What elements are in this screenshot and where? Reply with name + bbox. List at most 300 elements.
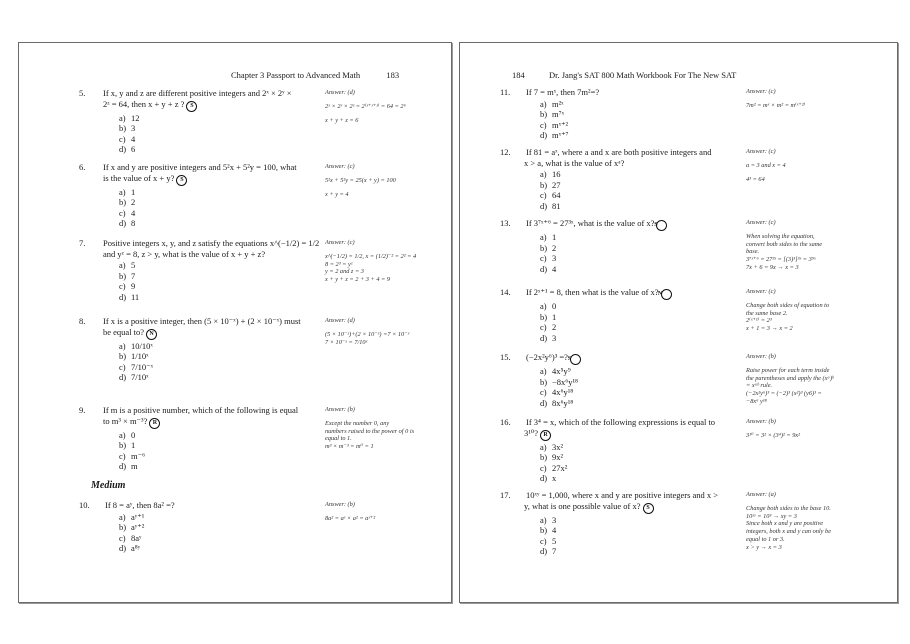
explanation-line: 7m² = mˣ × m² = m⁽ˣ⁺²⁾ bbox=[746, 101, 806, 109]
answer-options bbox=[119, 430, 323, 472]
option-text: 9 bbox=[131, 281, 136, 292]
cursor-icon: S bbox=[176, 175, 187, 186]
option-label: d) bbox=[119, 144, 127, 155]
explanation-line: the same base 2. bbox=[746, 309, 788, 317]
question-stem-line bbox=[79, 500, 323, 511]
option-text: mˣ⁺² bbox=[552, 119, 569, 130]
option-text: 4x⁶y¹⁸ bbox=[552, 387, 574, 398]
question-17 bbox=[500, 490, 744, 557]
question-number: 17. bbox=[500, 490, 511, 500]
explanation-line: 8a² = aʸ × a² = aʸ⁺² bbox=[325, 514, 376, 522]
answer-explanation bbox=[746, 491, 861, 552]
answer-options bbox=[540, 366, 744, 408]
option-label: c) bbox=[119, 133, 126, 144]
explanation-line: (−2x²y⁶)³ = (−2)³ (x²)³ (y6)³ = bbox=[746, 390, 822, 398]
option-text: 3 bbox=[552, 332, 557, 343]
option-label: d) bbox=[540, 546, 548, 557]
answer-label: Answer: (b) bbox=[325, 501, 355, 508]
question-text: Positive integers x, y, and z satisfy the equations x^(−1/2) = 1/2 bbox=[103, 238, 320, 248]
explanation-line: 7 × 10⁻ˣ = 7/10ˣ bbox=[325, 338, 368, 346]
option-text: 0 bbox=[552, 301, 557, 311]
explanation-line: x + y + z = 6 bbox=[325, 116, 359, 124]
question-text: y, what is one possible value of x? bbox=[524, 500, 641, 511]
question-stem-line bbox=[500, 417, 744, 428]
option-a[interactable] bbox=[540, 169, 744, 180]
explanation-line: When solving the equation, bbox=[746, 232, 815, 240]
option-label: b) bbox=[540, 376, 548, 387]
answer-options bbox=[119, 187, 323, 229]
option-d[interactable] bbox=[540, 201, 744, 212]
option-text: 11 bbox=[131, 291, 140, 302]
question-text: 2ᶻ = 64, then x + y + z ? bbox=[103, 98, 185, 109]
explanation-line: 5²x + 5²y = 25(x + y) = 100 bbox=[325, 176, 396, 184]
question-14 bbox=[500, 287, 744, 343]
option-label: c) bbox=[540, 253, 547, 264]
option-c[interactable] bbox=[540, 387, 744, 398]
explanation-line: x > y → x = 3 bbox=[746, 543, 782, 551]
answer-explanation bbox=[746, 148, 861, 183]
answer-label: Answer: (c) bbox=[325, 163, 355, 170]
option-label: b) bbox=[540, 109, 548, 120]
answer-label: Answer: (c) bbox=[746, 219, 776, 226]
option-text: 27x² bbox=[552, 462, 568, 473]
book-title: Dr. Jang's SAT 800 Math Workbook For The New SAT bbox=[549, 70, 737, 80]
option-text: 2 bbox=[552, 242, 557, 253]
explanation-line: 3⁷ˣ⁺⁶ = 27³ˣ = [(3)³]³ˣ = 3⁹ˣ bbox=[746, 256, 816, 264]
cursor-icon: S bbox=[186, 101, 197, 112]
option-d[interactable] bbox=[119, 461, 323, 472]
question-text: If m is a positive number, which of the following is equal bbox=[103, 405, 299, 415]
option-a[interactable] bbox=[119, 430, 323, 441]
answer-label: Answer: (c) bbox=[746, 288, 776, 295]
question-text: to m³ × m⁻³? bbox=[103, 415, 148, 426]
option-label: c) bbox=[540, 322, 547, 333]
explanation-line: 7x + 6 = 9x → x = 3 bbox=[746, 263, 799, 271]
option-c[interactable] bbox=[119, 281, 323, 292]
question-5 bbox=[79, 88, 323, 155]
answer-label: Answer: (c) bbox=[746, 148, 776, 155]
option-label: a) bbox=[119, 511, 126, 522]
option-a[interactable] bbox=[540, 232, 744, 243]
question-text: If x and y are positive integers and 5²x + 5²y = 100, what bbox=[103, 162, 297, 172]
option-label: b) bbox=[540, 242, 548, 253]
option-label: a) bbox=[119, 260, 126, 270]
option-b[interactable] bbox=[119, 123, 323, 134]
option-a[interactable] bbox=[540, 442, 744, 453]
question-stem-line bbox=[91, 249, 323, 260]
question-stem-line bbox=[91, 416, 323, 429]
explanation-line: a = 3 and x = 4 bbox=[746, 161, 786, 169]
explanation-line: m³ × m⁻³ = m⁰ = 1 bbox=[325, 443, 374, 451]
explanation-line: 3¹⁰ = 3² × (3⁴)² = 9x² bbox=[746, 431, 801, 439]
option-c[interactable] bbox=[540, 190, 744, 201]
option-label: d) bbox=[119, 461, 127, 472]
option-text: a⁸ʸ bbox=[131, 543, 141, 554]
answer-label: Answer: (d) bbox=[325, 317, 355, 324]
option-d[interactable] bbox=[540, 333, 744, 344]
question-text: 10ˣʸ = 1,000, where x and y are positive integers and x > bbox=[526, 490, 719, 500]
question-text: If 3⁴ = x, which of the following expressions is equal to bbox=[526, 417, 716, 427]
option-b[interactable] bbox=[119, 522, 323, 533]
option-b[interactable] bbox=[119, 440, 323, 451]
answer-options bbox=[540, 99, 744, 141]
option-c[interactable] bbox=[119, 362, 323, 373]
question-number: 11. bbox=[500, 87, 511, 97]
option-c[interactable] bbox=[119, 134, 323, 145]
question-number: 7. bbox=[79, 238, 86, 248]
answer-explanation bbox=[325, 406, 440, 451]
option-b[interactable] bbox=[119, 197, 323, 208]
option-a[interactable] bbox=[540, 301, 744, 312]
question-stem-line bbox=[512, 158, 744, 169]
question-text: and yᶻ = 8, z > y, what is the value of x + y + z? bbox=[103, 248, 266, 259]
option-b[interactable] bbox=[540, 377, 744, 388]
question-text: If 2ˣ⁺¹ = 8, then what is the value of x? bbox=[526, 287, 659, 297]
option-c[interactable] bbox=[119, 208, 323, 219]
option-label: c) bbox=[119, 281, 126, 292]
explanation-line: x + y + z = 2 + 3 + 4 = 9 bbox=[325, 276, 391, 284]
option-text: 9x² bbox=[552, 452, 564, 463]
option-label: b) bbox=[119, 123, 127, 134]
option-text: 3 bbox=[131, 123, 136, 134]
answer-options bbox=[540, 442, 744, 484]
option-text: mˣ⁺⁷ bbox=[552, 130, 569, 141]
option-text: 1 bbox=[131, 440, 136, 451]
option-text: 3 bbox=[552, 253, 557, 264]
question-stem-line bbox=[79, 405, 323, 416]
option-text: 1 bbox=[552, 311, 557, 322]
option-label: a) bbox=[119, 112, 126, 123]
answer-label: Answer: (b) bbox=[746, 418, 776, 425]
question-text: If x is a positive integer, then (5 × 10⁻ˣ) + (2 × 10⁻ˣ) must bbox=[103, 316, 301, 326]
question-15 bbox=[500, 352, 744, 408]
option-label: d) bbox=[119, 372, 127, 383]
option-text: 6 bbox=[131, 144, 136, 155]
option-text: 4 bbox=[552, 263, 557, 274]
option-label: a) bbox=[540, 366, 547, 376]
explanation-line: Since both x and y are positive bbox=[746, 520, 824, 528]
question-number: 14. bbox=[500, 287, 511, 297]
option-c[interactable] bbox=[119, 533, 323, 544]
option-label: b) bbox=[119, 351, 127, 362]
question-stem-line bbox=[500, 287, 744, 300]
option-text: 2 bbox=[131, 197, 136, 208]
option-label: d) bbox=[540, 473, 548, 484]
option-text: 4 bbox=[131, 207, 136, 218]
option-text: 64 bbox=[552, 190, 561, 201]
question-text: be equal to? bbox=[103, 326, 145, 337]
question-text: 3¹⁰? bbox=[524, 427, 538, 438]
option-a[interactable] bbox=[119, 113, 323, 124]
option-label: d) bbox=[540, 263, 548, 274]
option-text: 8aʸ bbox=[131, 532, 142, 543]
option-text: 7 bbox=[552, 546, 557, 557]
option-label: d) bbox=[119, 543, 127, 554]
question-stem-line bbox=[79, 238, 323, 249]
option-label: c) bbox=[119, 361, 126, 372]
answer-options bbox=[119, 512, 323, 554]
answer-explanation bbox=[325, 239, 440, 284]
explanation-line: 2⁽ˣ⁺¹⁾ = 2³ bbox=[746, 317, 772, 325]
option-label: a) bbox=[119, 429, 126, 440]
option-c[interactable] bbox=[540, 463, 744, 474]
page-number: 183 bbox=[386, 70, 400, 80]
answer-options bbox=[119, 260, 323, 302]
option-label: c) bbox=[119, 207, 126, 218]
question-16 bbox=[500, 417, 744, 484]
option-d[interactable] bbox=[119, 543, 323, 554]
option-b[interactable] bbox=[119, 271, 323, 282]
question-stem-line bbox=[79, 162, 323, 173]
option-label: a) bbox=[119, 186, 126, 197]
question-number: 5. bbox=[79, 88, 86, 98]
question-number: 8. bbox=[79, 316, 86, 326]
option-text: m bbox=[131, 461, 138, 472]
answer-options bbox=[119, 341, 323, 383]
option-text: aʸ⁺² bbox=[131, 522, 145, 533]
question-stem-line bbox=[500, 147, 744, 158]
question-number: 16. bbox=[500, 417, 511, 427]
option-b[interactable] bbox=[540, 180, 744, 191]
option-d[interactable] bbox=[540, 473, 744, 484]
explanation-line: (5 × 10⁻ˣ)+(2 × 10⁻ˣ) =7 × 10⁻ˣ bbox=[325, 330, 410, 338]
option-label: a) bbox=[540, 98, 547, 109]
question-stem-line bbox=[91, 173, 323, 186]
question-stem-line bbox=[500, 490, 744, 501]
explanation-line: convert both sides to the same bbox=[746, 240, 823, 248]
option-a[interactable] bbox=[540, 366, 744, 377]
explanation-line: the parentheses and apply the (xᵃ)ᵇ bbox=[746, 374, 834, 382]
question-stem-line bbox=[512, 501, 744, 514]
option-label: c) bbox=[540, 387, 547, 398]
option-d[interactable] bbox=[540, 264, 744, 275]
option-label: b) bbox=[540, 525, 548, 536]
option-text: m²ˣ bbox=[552, 98, 564, 109]
question-text: If 81 = aˣ, where a and x are both positive integers and bbox=[526, 147, 712, 157]
question-number: 13. bbox=[500, 218, 511, 228]
explanation-line: x + 1 = 3 → x = 2 bbox=[746, 325, 793, 333]
explanation-line: y = 2 and z = 3 bbox=[325, 268, 364, 276]
question-number: 9. bbox=[79, 405, 86, 415]
question-stem-line bbox=[91, 327, 323, 340]
question-text: is the value of x + y? bbox=[103, 172, 175, 183]
explanation-line: numbers raised to the power of 0 is bbox=[325, 427, 415, 435]
answer-label: Answer: (d) bbox=[325, 89, 355, 96]
question-13 bbox=[500, 218, 744, 274]
explanation-line: x + y = 4 bbox=[325, 190, 349, 198]
option-d[interactable] bbox=[119, 218, 323, 229]
option-label: b) bbox=[540, 311, 548, 322]
option-label: c) bbox=[119, 532, 126, 543]
question-6 bbox=[79, 162, 323, 229]
option-text: 10/10ˣ bbox=[131, 340, 153, 351]
option-text: 7/10⁻ˣ bbox=[131, 361, 154, 372]
option-text: 5 bbox=[131, 260, 136, 270]
question-stem-line bbox=[500, 87, 744, 98]
option-a[interactable] bbox=[119, 260, 323, 271]
option-c[interactable] bbox=[540, 322, 744, 333]
option-text: 1 bbox=[131, 186, 136, 197]
option-b[interactable] bbox=[540, 525, 744, 536]
option-a[interactable] bbox=[119, 341, 323, 352]
option-b[interactable] bbox=[540, 109, 744, 120]
option-text: 1 bbox=[552, 232, 557, 242]
option-text: 0 bbox=[131, 429, 136, 440]
answer-label: Answer: (a) bbox=[746, 491, 776, 498]
option-text: x bbox=[552, 473, 557, 484]
option-d[interactable] bbox=[540, 398, 744, 409]
option-label: b) bbox=[540, 179, 548, 190]
explanation-line: equal to 1 or 3. bbox=[746, 535, 785, 543]
section-heading-medium: Medium bbox=[91, 480, 126, 491]
explanation-line: = xᵃᵇ rule. bbox=[746, 382, 773, 390]
question-stem-line bbox=[500, 352, 744, 365]
option-b[interactable] bbox=[540, 243, 744, 254]
option-text: 3 bbox=[552, 514, 557, 525]
option-label: c) bbox=[540, 119, 547, 130]
explanation-line: −8x⁶ y¹⁸ bbox=[746, 397, 767, 405]
option-a[interactable] bbox=[540, 99, 744, 110]
option-c[interactable] bbox=[540, 120, 744, 131]
question-stem-line bbox=[79, 316, 323, 327]
option-a[interactable] bbox=[540, 515, 744, 526]
question-stem-line bbox=[79, 88, 323, 99]
option-c[interactable] bbox=[540, 536, 744, 547]
question-text: x > a, what is the value of xᵃ? bbox=[524, 157, 625, 168]
option-label: a) bbox=[540, 441, 547, 452]
page-number: 184 bbox=[512, 70, 525, 80]
question-text: If x, y and z are different positive integers and 2ˣ × 2ʸ × bbox=[103, 88, 292, 98]
option-text: 16 bbox=[552, 169, 561, 179]
option-d[interactable] bbox=[119, 372, 323, 383]
option-label: b) bbox=[119, 197, 127, 208]
option-text: 1/10ˣ bbox=[131, 351, 149, 362]
option-c[interactable] bbox=[119, 451, 323, 462]
option-d[interactable] bbox=[540, 130, 744, 141]
answer-explanation bbox=[746, 219, 861, 272]
option-text: 4 bbox=[552, 525, 557, 536]
answer-explanation bbox=[746, 353, 861, 406]
option-label: d) bbox=[540, 332, 548, 343]
cursor-icon: R bbox=[149, 418, 160, 429]
option-text: 8x⁶y¹⁸ bbox=[552, 397, 574, 408]
question-stem-line bbox=[91, 99, 323, 112]
answer-explanation bbox=[746, 88, 861, 110]
option-text: 7/10ˣ bbox=[131, 372, 149, 383]
question-8 bbox=[79, 316, 323, 383]
option-label: a) bbox=[119, 340, 126, 351]
option-c[interactable] bbox=[540, 253, 744, 264]
option-b[interactable] bbox=[540, 452, 744, 463]
question-number: 10. bbox=[79, 500, 90, 510]
option-label: d) bbox=[119, 291, 127, 302]
option-text: 12 bbox=[131, 112, 140, 123]
answer-options bbox=[540, 515, 744, 557]
explanation-line: Change both sides to the base 10. bbox=[746, 504, 831, 512]
option-a[interactable] bbox=[119, 187, 323, 198]
question-number: 15. bbox=[500, 352, 511, 362]
option-label: c) bbox=[540, 462, 547, 473]
option-text: 5 bbox=[552, 535, 557, 546]
option-label: a) bbox=[540, 232, 547, 242]
option-text: −8x⁶y¹⁸ bbox=[552, 376, 579, 387]
option-text: 8 bbox=[131, 218, 136, 229]
answer-label: Answer: (b) bbox=[746, 353, 776, 360]
question-text: If 7 = mˣ, then 7m²=? bbox=[526, 87, 600, 97]
question-text: (−2x²y⁶)³ =? bbox=[526, 352, 568, 362]
explanation-line: Change both sides of equation to bbox=[746, 301, 830, 309]
option-text: 4x⁵y⁹ bbox=[552, 366, 571, 376]
explanation-line: 10ˣʸ = 10³ → xy = 3 bbox=[746, 512, 797, 520]
question-12 bbox=[500, 147, 744, 211]
question-stem-line bbox=[500, 218, 744, 231]
answer-explanation bbox=[325, 501, 440, 523]
page-header bbox=[512, 70, 736, 80]
option-d[interactable] bbox=[119, 292, 323, 303]
option-label: d) bbox=[540, 130, 548, 141]
question-number: 12. bbox=[500, 147, 511, 157]
answer-explanation bbox=[746, 288, 861, 333]
option-text: aʸ⁺¹ bbox=[131, 511, 145, 522]
option-text: m⁷ˣ bbox=[552, 109, 565, 120]
option-label: b) bbox=[540, 452, 548, 463]
question-number: 6. bbox=[79, 162, 86, 172]
answer-label: Answer: (c) bbox=[325, 239, 355, 246]
question-text: If 8 = aʸ, then 8a² =? bbox=[105, 500, 175, 510]
option-text: 7 bbox=[131, 270, 136, 281]
cursor-icon: N bbox=[661, 289, 672, 300]
option-text: m⁻⁶ bbox=[131, 450, 146, 461]
option-label: c) bbox=[119, 450, 126, 461]
answer-explanation bbox=[325, 317, 440, 346]
option-b[interactable] bbox=[119, 351, 323, 362]
question-text: If 3⁷ˣ⁺⁶ = 27³ˣ, what is the value of x? bbox=[526, 218, 655, 228]
explanation-line: 8 = 2³ = yᶻ bbox=[325, 260, 353, 268]
answer-explanation bbox=[325, 163, 440, 198]
cursor-icon: S bbox=[643, 503, 654, 514]
option-d[interactable] bbox=[540, 546, 744, 557]
explanation-line: integers, both x and y can only be bbox=[746, 528, 831, 536]
option-b[interactable] bbox=[540, 312, 744, 323]
option-a[interactable] bbox=[119, 512, 323, 523]
chapter-title: Chapter 3 Passport to Advanced Math bbox=[231, 70, 361, 80]
cursor-icon: S bbox=[656, 220, 667, 231]
option-text: 2 bbox=[552, 322, 557, 333]
option-label: a) bbox=[540, 514, 547, 525]
option-label: a) bbox=[540, 169, 547, 179]
option-label: b) bbox=[119, 522, 127, 533]
option-label: b) bbox=[119, 440, 127, 451]
cursor-icon: N bbox=[146, 329, 157, 340]
explanation-line: x^(−1/2) = 1/2, x = (1/2)⁻² = 2² = 4 bbox=[325, 252, 417, 260]
answer-options bbox=[119, 113, 323, 155]
option-label: b) bbox=[119, 270, 127, 281]
option-label: d) bbox=[540, 397, 548, 408]
option-d[interactable] bbox=[119, 144, 323, 155]
explanation-line: base. bbox=[746, 248, 760, 256]
option-text: 81 bbox=[552, 200, 561, 211]
option-label: c) bbox=[540, 190, 547, 201]
answer-options bbox=[540, 301, 744, 343]
question-11 bbox=[500, 87, 744, 141]
question-7 bbox=[79, 238, 323, 302]
answer-explanation bbox=[746, 418, 861, 440]
question-stem-line bbox=[512, 428, 744, 441]
explanation-line: equal to 1. bbox=[325, 435, 352, 443]
cursor-icon: S bbox=[570, 354, 581, 365]
cursor-icon: R bbox=[540, 430, 551, 441]
explanation-line: 4³ = 64 bbox=[746, 175, 765, 183]
